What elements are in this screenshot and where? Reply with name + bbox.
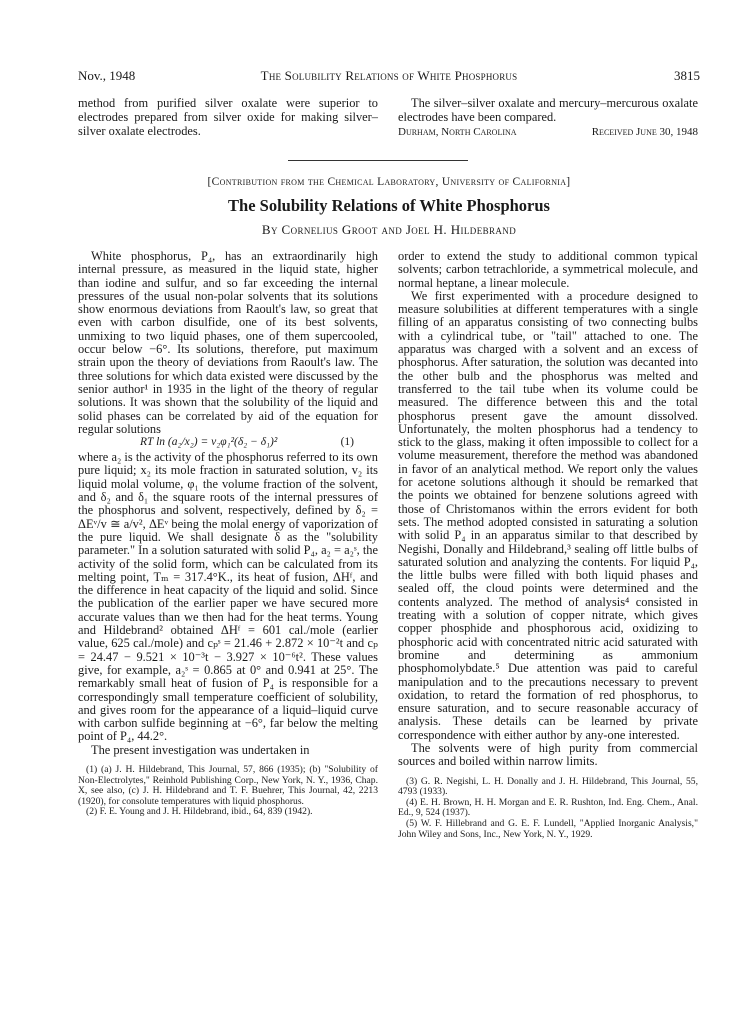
section-divider (288, 160, 468, 161)
equation (78, 436, 378, 451)
previous-article-right-text: The silver–silver oxalate and mercury–mercurous oxalate electrodes have been compared. (398, 96, 698, 125)
issue-date: Nov., 1948 (78, 68, 136, 83)
paragraph: We first experimented with a procedure designed to measure solubilities at different temperatures with a single filling of an apparatus consisting of two connecting bulbs with a cylindrical tube, or "tail" attached to one. The apparatus was charged with a solvent and an excess of phosphorus. After saturation, the solution was decanted into the other bulb and the phosphorus was melted and transferred to the tail tube when its volume could be measured. The difference between this and the total phosphorus present gave the amount dissolved. Unfortunately, the molten phosphorus had a tendency to stick to the glass, making it often impossible to collect for a volume measurement, therefore the method was abandoned in favor of an analytical method. We report only the values for acetone solutions although it should be remarked that the points we obtained for benzene solutions agreed with those of Christomanos within the errors evident for both sets. The method adopted consisted in saturating a solution with solid P₄ in an apparatus similar to that described by Negishi, Donally and Hildebrand,³ sealing off little bulbs of saturated solution and analyzing the contents. For liquid P₄, the little bulbs were filled with both liquid phases and sealed off, the cloud points were determined and the contents analyzed. The method of analysis⁴ consisted in treating with a solution of copper nitrate, which gives copper phosphide and phosphorous acid, oxidizing to phosphoric acid with concentrated nitric acid saturated with bromine and determining as ammonium phosphomolybdate.⁵ Due attention was paid to careful manipulation and to the precautions necessary to prevent oxidation, to retard the formation of red phosphorus, to ensure saturation, and to secure reasonable accuracy of analysis. These details can be learned by private correspondence with either author by any-one interested. (398, 288, 698, 742)
left-column (78, 250, 378, 818)
equation-number: (1) (340, 436, 354, 449)
paragraph: where a₂ is the activity of the phosphorus referred to its own pure liquid; x₂ its mole fraction in saturated solution, v₂ its liquid molal volume, φ₁ the volume fraction of the solvent, and δ₂ and δ₁ the square roots of the internal pressures of the phosphorus and solvent, respectively, defined by δ₂ = ΔEᵛ/v ≅ a/v², ΔEᵛ being the molal energy of vaporization of the pure liquid. We shall designate δ as the "solubility parameter." In a solution saturated with solid P₄, a₂ = a₂ˢ, the activity of the solid form, which can be calculated from its melting point, Tₘ = 317.4°K., its heat of fusion, ΔHᶠ, and the difference in heat capacity of the liquid and solid. Since the publication of the earlier paper we have secured more accurate values than we then had for the heat terms. Young and Hildebrand² obtained ΔHᶠ = 601 cal./mole (earlier value, 625 cal./mole) and cₚˢ = 21.46 + 2.872 × 10⁻²t and cₚ = 24.47 − 9.521 × 10⁻³t − 3.927 × 10⁻⁶t². These values give, for example, a₂ˢ = 0.865 at 0° and 0.941 at 25°. The remarkably small heat of fusion of P₄ is responsible for a correspondingly small temperature coefficient of solubility, and gives room for the appearance of a liquid–liquid curve with carbon sulfide beginning at −6°, far below the melting point of P₄, 44.2°. (78, 450, 378, 744)
right-column (398, 250, 698, 840)
footnote: (4) E. H. Brown, H. H. Morgan and E. R. Rushton, Ind. Eng. Chem., Anal. Ed., 9, 524 (1937). (398, 796, 698, 819)
paragraph: The present investigation was undertaken in (91, 742, 310, 757)
paragraph: order to extend the study to additional common typical solvents; carbon tetrachloride, a symmetrical molecule, and normal heptane, a linear molecule. (398, 249, 698, 290)
previous-article-location: Durham, North Carolina (398, 126, 517, 139)
footnote: (5) W. F. Hillebrand and G. E. F. Lundell, "Applied Inorganic Analysis," John Wiley and Sons, Inc., New York, N. Y., 1929. (398, 817, 698, 840)
equation-text: RT ln (a₂/x₂) = v₂φ₁²(δ₂ − δ₁)² (140, 436, 278, 449)
article-authors: By Cornelius Groot and Joel H. Hildebrand (261, 222, 517, 237)
footnotes (78, 765, 378, 818)
previous-article-received: Received June 30, 1948 (591, 126, 698, 139)
article-title: The Solubility Relations of White Phosphorus (228, 196, 550, 215)
contribution-note: [Contribution from the Chemical Laboratory, University of California] (207, 176, 571, 188)
paragraph: White phosphorus, P₄, has an extraordinarily high internal pressure, as measured in the liquid state, higher than iodine and sulfur, and so far exceeding the internal pressures of the usual non-polar solvents that its solutions show enormous deviations from Raoult's law, so great that even with carbon disulfide, one of its best solvents, unmixing to two liquid phases, one of them supercooled, occur below −6°. Its solutions, therefore, put maximum strain upon the theory of deviations from Raoult's law. The three solutions for which data existed were discussed by the senior author¹ in 1935 in the light of the theory of regular solutions. It was shown that the solubility of the liquid and solid phases can be correlated by aid of the equation for regular solutions (78, 249, 378, 436)
page-number: 3815 (674, 68, 700, 83)
previous-article-left-text: method from purified silver oxalate were superior to electrodes prepared from silver oxide for making silver–silver oxalate electrodes. (78, 96, 378, 139)
previous-article-byline (398, 125, 698, 139)
paragraph: The solvents were of high purity from commercial sources and boiled within narrow limits. (398, 740, 698, 769)
footnote: (3) G. R. Negishi, L. H. Donally and J. H. Hildebrand, This Journal, 55, 4793 (1933). (398, 775, 698, 798)
footnote: (1) (a) J. H. Hildebrand, This Journal, 57, 866 (1935); (b) "Solubility of Non-Electrolytes," Reinhold Publishing Corp., New York, N. Y., 1936, Chap. X, see also, (c) J. H. Hildebrand and T. F. Buehrer, This Journal, 42, 2213 (1920), for consolute temperatures with liquid phosphorus. (78, 763, 378, 807)
footnotes (398, 777, 698, 841)
footnote: (2) F. E. Young and J. H. Hildebrand, ibid., 64, 839 (1942). (86, 806, 313, 818)
running-title: The Solubility Relations of White Phosphorus (260, 68, 518, 83)
running-header (78, 68, 700, 84)
